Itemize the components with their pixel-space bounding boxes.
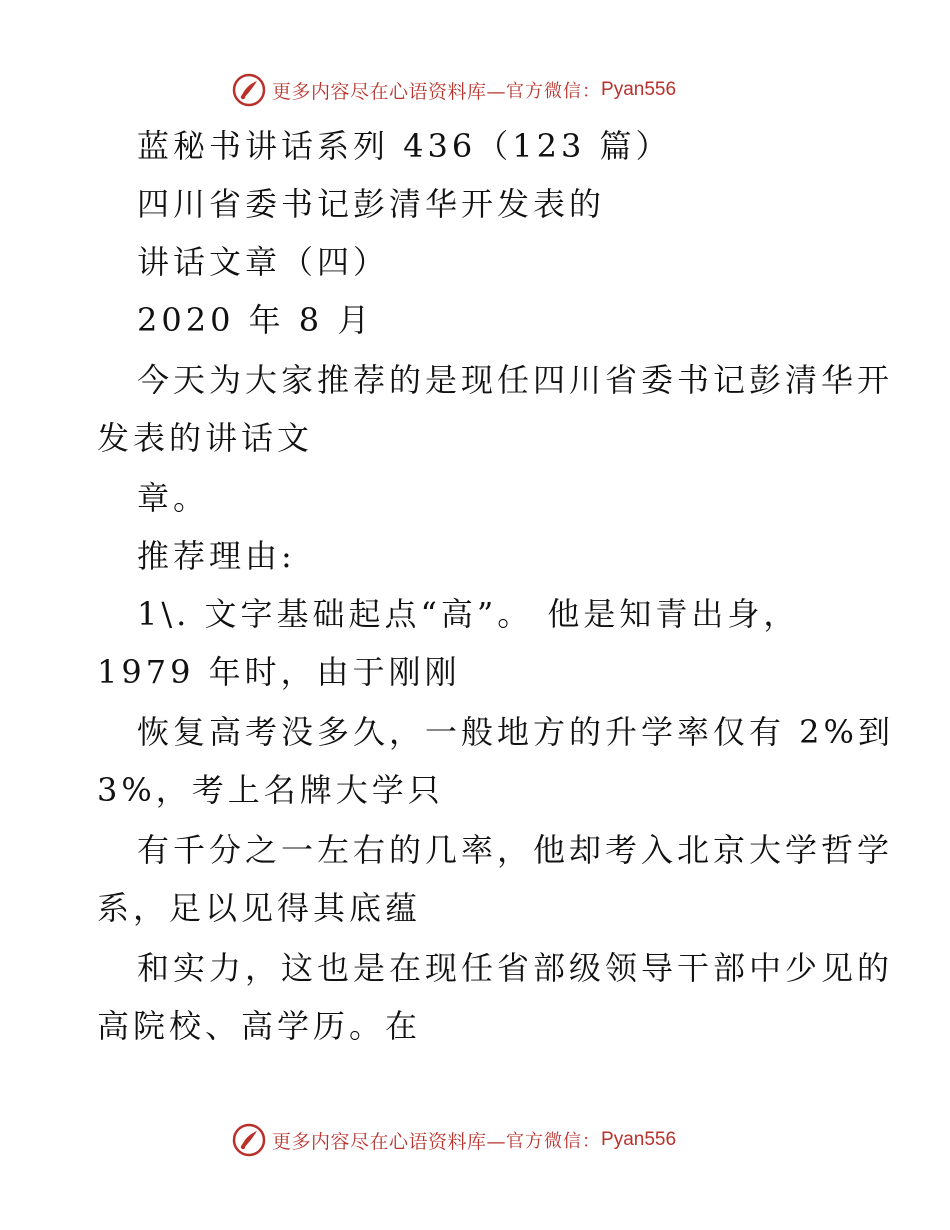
paragraph-line: 高院校、高学历。在 bbox=[97, 1007, 422, 1045]
footer-banner bbox=[232, 1122, 712, 1158]
paragraph-line: 1\. 文字基础起点“高”。 他是知青出身， bbox=[137, 595, 800, 633]
paragraph-line: 有千分之一左右的几率，他却考入北京大学哲学 bbox=[137, 831, 894, 869]
banner-wechat-id: Pyan556 bbox=[601, 79, 677, 100]
doc-date-line: 2020 年 8 月 bbox=[137, 301, 374, 339]
paragraph-line: 发表的讲话文 bbox=[97, 419, 314, 457]
banner-wechat-label: 官方微信： bbox=[506, 1131, 602, 1152]
brush-logo-icon bbox=[232, 73, 266, 107]
banner-slogan: 更多内容尽在心语资料库— bbox=[272, 80, 507, 103]
banner-slogan: 更多内容尽在心语资料库— bbox=[272, 1130, 507, 1153]
doc-subtitle-line: 四川省委书记彭清华开发表的 bbox=[137, 185, 606, 223]
doc-subtitle-line: 讲话文章（四） bbox=[137, 243, 390, 281]
brush-logo-icon bbox=[232, 1123, 266, 1157]
paragraph-line: 和实力，这也是在现任省部级领导干部中少见的 bbox=[137, 949, 894, 987]
paragraph-line: 恢复高考没多久，一般地方的升学率仅有 2%到 bbox=[137, 713, 894, 751]
banner-wechat-label: 官方微信： bbox=[506, 81, 602, 102]
paragraph-line: 3%，考上名牌大学只 bbox=[97, 771, 444, 809]
banner-wechat-id: Pyan556 bbox=[601, 1129, 677, 1150]
paragraph-line: 系，足以见得其底蕴 bbox=[97, 889, 422, 927]
doc-title-line: 蓝秘书讲话系列 436（123 篇） bbox=[137, 127, 672, 165]
paragraph-line: 1979 年时，由于刚刚 bbox=[97, 653, 461, 691]
paragraph-line: 今天为大家推荐的是现任四川省委书记彭清华开 bbox=[137, 361, 894, 399]
header-banner bbox=[232, 72, 712, 108]
section-heading: 推荐理由: bbox=[137, 537, 296, 575]
paragraph-line: 章。 bbox=[137, 479, 210, 517]
